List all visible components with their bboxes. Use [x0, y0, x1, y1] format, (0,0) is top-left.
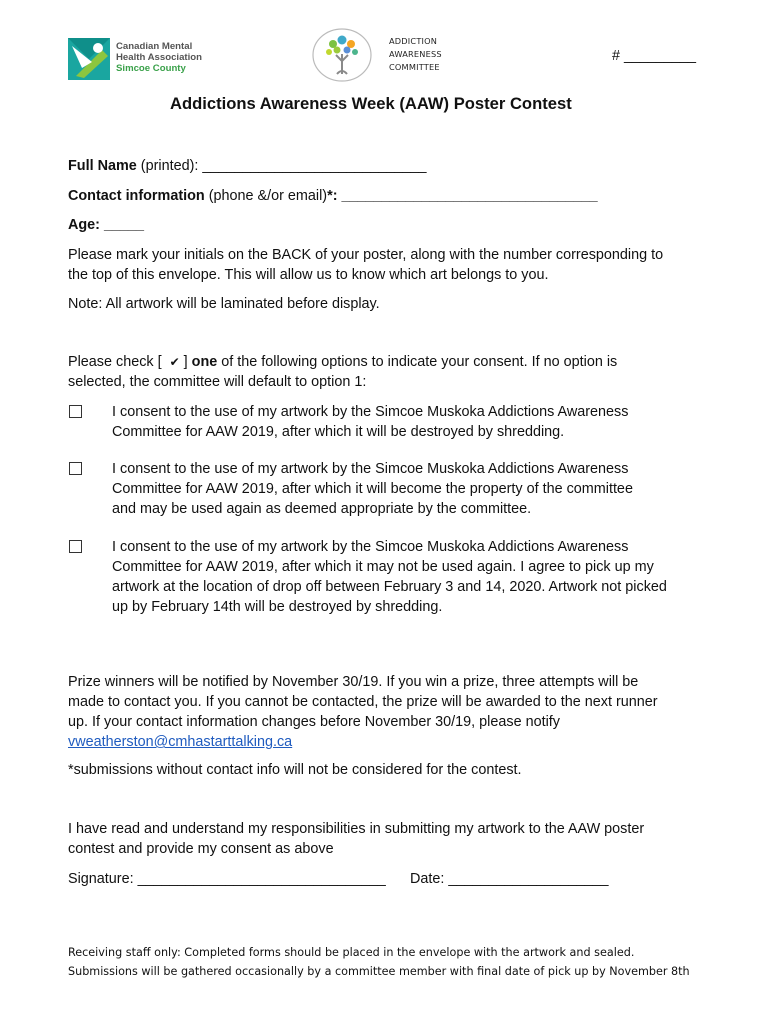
- consent-option-1-text: [112, 402, 628, 442]
- option-2-line-1: I consent to the use of my artwork by the Simcoe Muskoka Addictions Awareness: [112, 461, 629, 477]
- checkmark-icon: ✔: [169, 355, 180, 369]
- instructions-line-1: Please mark your initials on the BACK of your poster, along with the number corresponding to: [68, 247, 664, 263]
- acknowledgement-line-1: I have read and understand my responsibilities in submitting my artwork to the AAW poster: [68, 821, 645, 837]
- tree-logo-icon: [311, 28, 373, 83]
- option-3-line-4: up by February 14th will be destroyed by shredding.: [112, 599, 443, 615]
- instructions-line-2: the top of this envelope. This will allow us to know which art belongs to you.: [68, 267, 549, 283]
- receiving-staff-note: [68, 943, 690, 981]
- contact-hint: (phone &/or email): [204, 188, 328, 204]
- contact-email-link[interactable]: vweatherston@cmhastarttalking.ca: [68, 734, 293, 750]
- date-field[interactable]: Date: ____________________: [410, 871, 609, 887]
- cmha-logo: [68, 38, 218, 80]
- cmha-logo-line-3: Simcoe County: [116, 63, 186, 74]
- committee-logo: [311, 28, 376, 83]
- option-2-line-3: and may be used again as deemed appropriate by the committee.: [112, 501, 532, 517]
- consent-option-1-checkbox[interactable]: [69, 405, 82, 418]
- option-1-line-1: I consent to the use of my artwork by the Simcoe Muskoka Addictions Awareness: [112, 404, 629, 420]
- consent-option-2-text: [112, 459, 633, 519]
- full-name-field[interactable]: [68, 156, 426, 176]
- prize-paragraph: [68, 672, 658, 752]
- footer-line-1: Receiving staff only: Completed forms should be placed in the envelope with the artwork and sealed.: [68, 946, 635, 959]
- consent-intro-text-c: of the following options to indicate your consent. If no option is: [217, 354, 618, 370]
- committee-line-1: ADDICTION: [389, 36, 438, 46]
- prize-line-3: up. If your contact information changes before November 30/19, please notify: [68, 714, 560, 730]
- consent-intro-text-b: ]: [179, 354, 192, 370]
- full-name-label: Full Name: [68, 158, 137, 174]
- consent-intro-one: one: [191, 354, 218, 370]
- prize-line-1: Prize winners will be notified by November 30/19. If you win a prize, three attempts will be: [68, 674, 639, 690]
- contact-line: *: ________________________________: [327, 188, 598, 204]
- cmha-logo-line-2: Health Association: [116, 52, 203, 63]
- cmha-logo-mark-icon: [68, 38, 110, 80]
- consent-option-3-text: [112, 537, 667, 617]
- acknowledgement-line-2: contest and provide my consent as above: [68, 841, 334, 857]
- committee-line-2: AWARENESS: [389, 49, 442, 59]
- signature-field[interactable]: Signature: _______________________________: [68, 871, 386, 887]
- lamination-note: Note: All artwork will be laminated before display.: [68, 296, 380, 312]
- option-1-line-2: Committee for AAW 2019, after which it will be destroyed by shredding.: [112, 424, 565, 440]
- contact-label: Contact information: [68, 188, 205, 204]
- page-title: Addictions Awareness Week (AAW) Poster Contest: [170, 94, 572, 113]
- consent-option-2-checkbox[interactable]: [69, 462, 82, 475]
- envelope-number-field[interactable]: # _________: [612, 48, 697, 64]
- acknowledgement: [68, 819, 644, 859]
- footer-line-2: Submissions will be gathered occasionally by a committee member with final date of pick up by November 8th: [68, 965, 690, 978]
- full-name-line: (printed): ____________________________: [136, 158, 427, 174]
- age-field[interactable]: Age: _____: [68, 217, 144, 233]
- prize-line-2: made to contact you. If you cannot be contacted, the prize will be awarded to the next runner: [68, 694, 658, 710]
- cmha-logo-line-1: Canadian Mental: [116, 41, 193, 52]
- contact-info-field[interactable]: [68, 186, 598, 206]
- submission-note: *submissions without contact info will not be considered for the contest.: [68, 762, 522, 778]
- option-3-line-2: Committee for AAW 2019, after which it may not be used again. I agree to pick up my: [112, 559, 654, 575]
- consent-option-3-checkbox[interactable]: [69, 540, 82, 553]
- consent-intro-line-2: selected, the committee will default to option 1:: [68, 374, 367, 390]
- consent-intro-text-a: Please check [: [68, 354, 170, 370]
- consent-intro-line-1: [68, 352, 617, 372]
- committee-line-3: COMMITTEE: [389, 62, 440, 72]
- option-3-line-1: I consent to the use of my artwork by the Simcoe Muskoka Addictions Awareness: [112, 539, 629, 555]
- option-2-line-2: Committee for AAW 2019, after which it will become the property of the committee: [112, 481, 633, 497]
- committee-name: [389, 35, 442, 74]
- option-3-line-3: artwork at the location of drop off between February 3 and 14, 2020. Artwork not picked: [112, 579, 667, 595]
